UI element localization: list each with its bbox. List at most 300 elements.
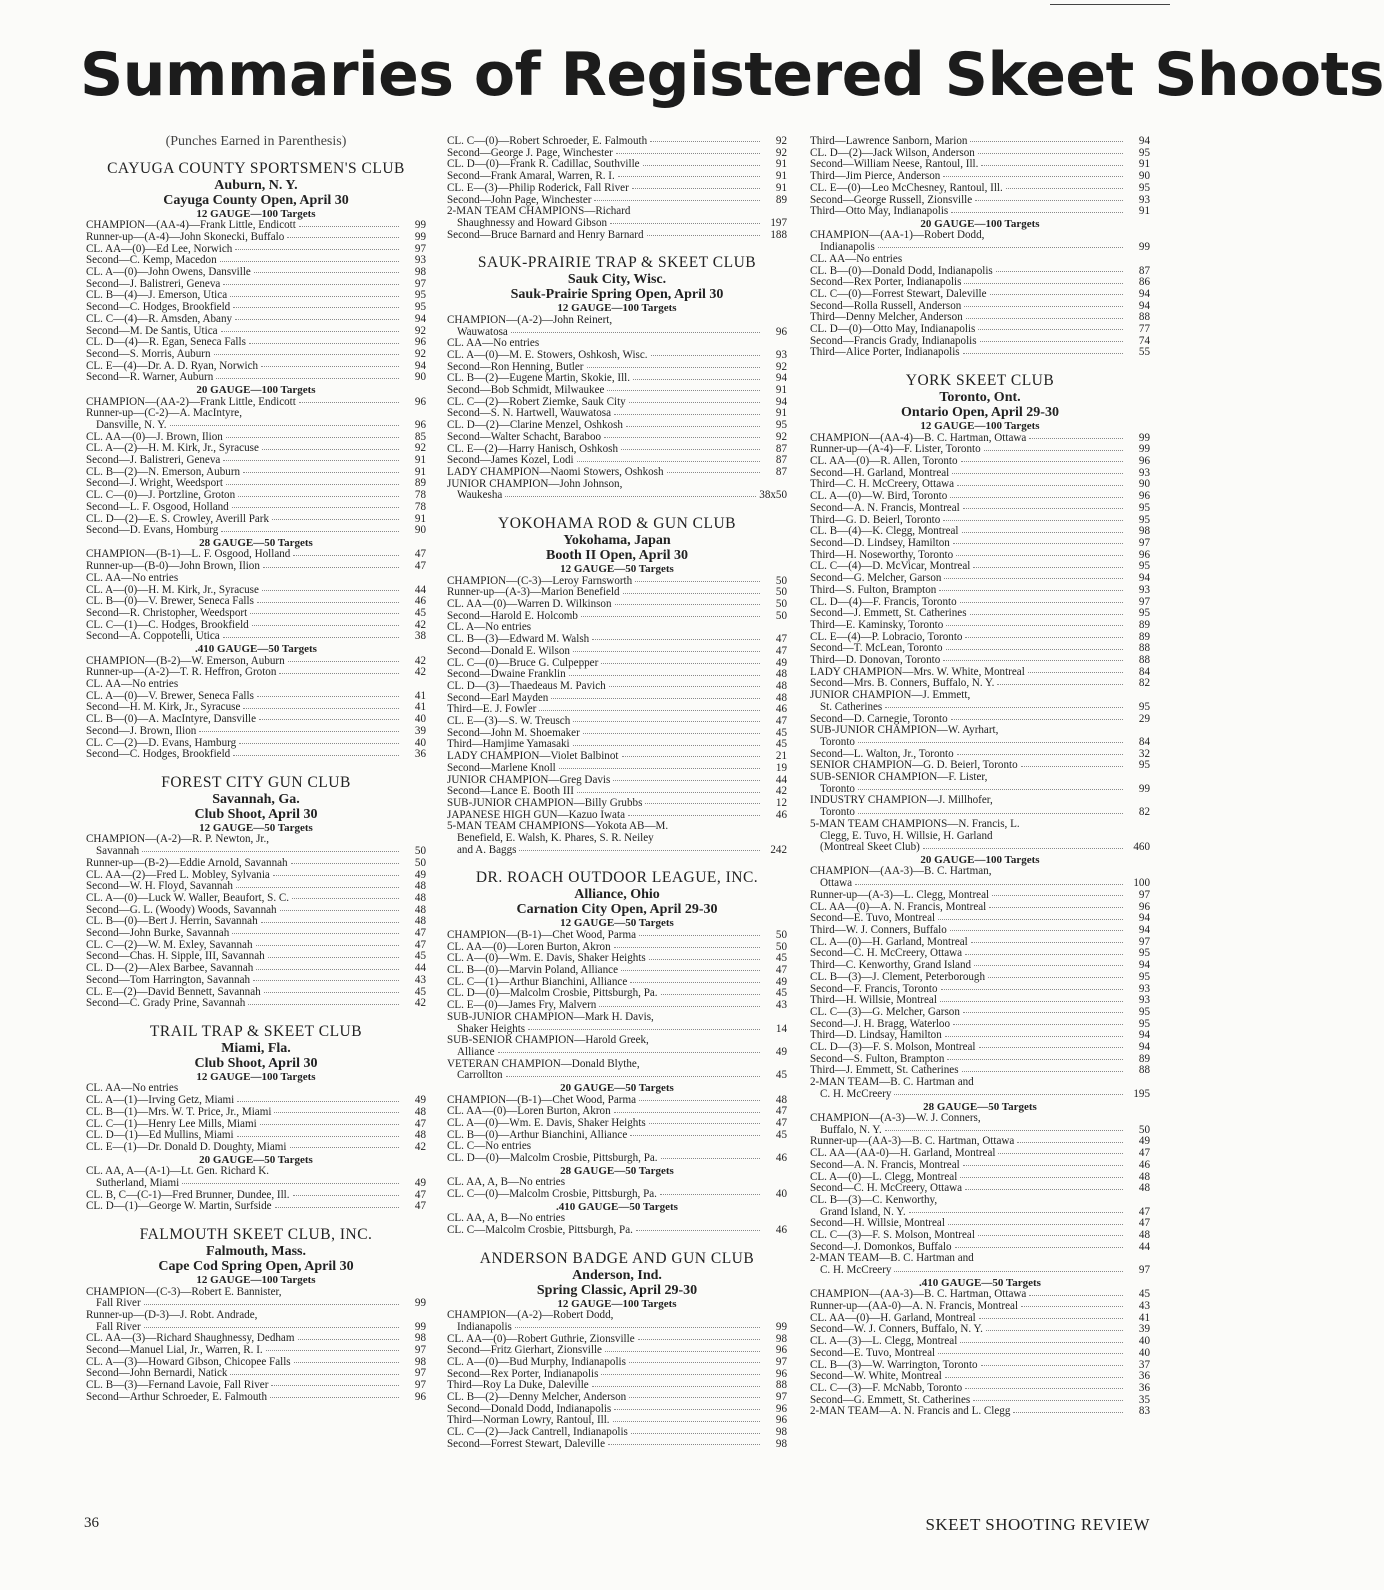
result-score: 188 <box>770 228 787 241</box>
result-score: 47 <box>414 938 426 951</box>
result-text: CL. AA—(0)—A. N. Francis, Montreal <box>810 900 987 913</box>
result-score: 94 <box>1138 572 1150 585</box>
result-score: 242 <box>770 843 787 856</box>
result-score: 95 <box>1138 970 1150 983</box>
result-text: Second—J. Wright, Weedsport <box>86 477 223 490</box>
result-score: 98 <box>775 1437 787 1450</box>
dot-leader <box>964 306 1123 307</box>
club-location: Alliance, Ohio <box>574 887 660 903</box>
result-score: 50 <box>414 845 426 858</box>
result-score: 36 <box>1138 1382 1150 1394</box>
result-text: Second—John Burke, Savannah <box>86 927 230 940</box>
dot-leader <box>274 1112 399 1113</box>
dot-leader <box>629 1397 760 1398</box>
result-score: 96 <box>775 325 787 338</box>
dot-leader <box>230 1374 399 1375</box>
result-text: Dansville, N. Y. <box>96 418 167 431</box>
result-score: 50 <box>775 574 787 587</box>
result-text: CL. AA—(0)—Loren Burton, Akron <box>447 940 611 953</box>
result-text: CL. AA—No entries <box>447 337 540 350</box>
result-text: CL. AA—(0)—Loren Burton, Akron <box>447 1105 611 1118</box>
dot-leader <box>262 449 399 450</box>
dot-leader <box>221 331 399 332</box>
dot-leader <box>238 496 399 497</box>
result-score: 97 <box>775 1355 787 1368</box>
result-text: CL. AA—(0)—R. Allen, Toronto <box>810 455 958 468</box>
dot-leader <box>956 555 1123 556</box>
result-text: Third—Denny Melcher, Anderson <box>810 311 963 324</box>
result-score: 12 <box>775 796 787 809</box>
result-score: 97 <box>414 242 426 255</box>
result-row <box>447 681 787 693</box>
result-score: 460 <box>1133 841 1150 854</box>
result-text: CL. D—(2)—Clarine Menzel, Oshkosh <box>447 419 623 432</box>
result-text: CL. A—(0)—H. M. Kirk, Jr., Syracuse <box>86 583 259 596</box>
result-row <box>810 1160 1150 1172</box>
result-text: CL. A—(0)—Wm. E. Davis, Shaker Heights <box>447 1117 646 1129</box>
result-text: Toronto <box>820 782 855 795</box>
result-score: 91 <box>775 170 787 183</box>
event-title: 20 GAUGE—100 Targets <box>196 384 316 397</box>
dot-leader <box>973 567 1123 568</box>
dot-leader <box>230 296 399 297</box>
result-row <box>447 385 787 397</box>
result-score: 44 <box>1138 1240 1150 1253</box>
dot-leader <box>233 755 399 756</box>
result-score: 48 <box>1138 1170 1150 1183</box>
result-text: CHAMPION—(A-2)—R. P. Newton, Jr., <box>86 833 270 846</box>
dot-leader <box>551 698 760 699</box>
dot-leader <box>660 1194 760 1195</box>
result-text: (Montreal Skeet Club) <box>820 841 920 854</box>
result-text: Third—Otto May, Indianapolis <box>810 205 949 218</box>
dot-leader <box>249 343 399 344</box>
result-score: 92 <box>414 347 426 360</box>
result-text: Wauwatosa <box>457 325 508 338</box>
result-text: Runner-up—(AA-0)—A. N. Francis, Montreal <box>810 1300 1019 1313</box>
result-row <box>447 845 787 857</box>
dot-leader <box>223 460 399 461</box>
result-score: 98 <box>775 1426 787 1439</box>
dot-leader <box>957 754 1123 755</box>
result-text: JUNIOR CHAMPION—Greg Davis <box>447 773 611 786</box>
club-section <box>86 761 426 1010</box>
column-3 <box>810 136 1150 1418</box>
dot-leader <box>235 319 399 320</box>
result-text: CL. E—(0)—James Fry, Malvern <box>447 999 597 1012</box>
dot-leader <box>299 402 399 403</box>
dot-leader <box>573 721 760 722</box>
dot-leader <box>142 851 399 852</box>
dot-leader <box>272 519 399 520</box>
result-score: 50 <box>414 856 426 869</box>
section-spacer <box>86 761 426 771</box>
result-row <box>86 1392 426 1404</box>
dot-leader <box>256 969 399 970</box>
dot-leader <box>1028 672 1123 673</box>
result-text: Second—William Neese, Rantoul, Ill. <box>810 158 979 171</box>
result-row <box>810 890 1150 902</box>
result-score: 94 <box>775 372 787 385</box>
dot-leader <box>952 473 1123 474</box>
result-text: Second—George Russell, Zionsville <box>810 193 973 206</box>
result-text: SUB-JUNIOR CHAMPION—Billy Grubbs <box>447 796 643 809</box>
result-row <box>86 975 426 987</box>
dot-leader <box>226 484 399 485</box>
event-title: 12 GAUGE—100 Targets <box>196 207 316 220</box>
club-section <box>447 502 787 856</box>
result-score: 49 <box>414 1176 426 1189</box>
result-text: Second—M. De Santis, Utica <box>86 324 218 337</box>
result-text: Second—James Kozel, Lodi <box>447 454 574 467</box>
result-score: 99 <box>414 230 426 243</box>
result-text: Second—D. Evans, Homburg <box>86 524 219 537</box>
event-title: 12 GAUGE—100 Targets <box>557 302 677 315</box>
dot-leader <box>622 756 761 757</box>
event-title: .410 GAUGE—50 Targets <box>919 1276 1041 1289</box>
result-score: 42 <box>414 997 426 1010</box>
dot-leader <box>616 153 760 154</box>
result-score: 45 <box>775 987 787 1000</box>
result-score: 96 <box>414 1390 426 1403</box>
dot-leader <box>629 402 760 403</box>
result-text: CL. C—(2)—Jack Cantrell, Indianapolis <box>447 1426 628 1439</box>
result-row <box>810 347 1150 359</box>
dot-leader <box>909 1212 1123 1213</box>
result-text: CL. A—(1)—Irving Getz, Miami <box>86 1094 235 1107</box>
result-score: 48 <box>775 1093 787 1106</box>
dot-leader <box>944 578 1123 579</box>
result-score: 197 <box>770 216 787 229</box>
result-row <box>86 631 426 643</box>
club-location: Sauk City, Wisc. <box>567 272 667 288</box>
result-score: 96 <box>414 418 426 431</box>
dot-leader <box>858 789 1123 790</box>
shoot-title: Booth II Open, April 30 <box>546 548 688 564</box>
club-location: Falmouth, Mass. <box>206 1244 306 1260</box>
result-score: 46 <box>775 808 787 821</box>
dot-leader <box>894 1271 1123 1272</box>
club-name: TRAIL TRAP & SKEET CLUB <box>149 1022 363 1040</box>
result-score: 50 <box>1138 1123 1150 1136</box>
result-text: Second—C. H. McCreery, Ottawa <box>810 947 963 960</box>
result-text: Third—Lawrence Sanborn, Marion <box>810 135 968 147</box>
result-text: CL. E—(4)—P. Lobracio, Toronto <box>810 630 963 643</box>
result-text: Second—John Bernardi, Natick <box>86 1367 228 1380</box>
result-score: 88 <box>1138 311 1150 324</box>
result-row <box>810 842 1150 854</box>
result-text: CL. E—(3)—Philip Roderick, Fall River <box>447 181 629 194</box>
dot-leader <box>962 1071 1123 1072</box>
result-score: 89 <box>1138 1052 1150 1065</box>
dot-leader <box>951 719 1123 720</box>
result-text: Waukesha <box>457 489 503 502</box>
result-score: 46 <box>775 703 787 716</box>
result-text: CL. C—(3)—F. McNabb, Toronto <box>810 1382 963 1394</box>
dot-leader <box>273 875 399 876</box>
result-text: Second—Rex Porter, Indianapolis <box>810 276 962 289</box>
result-text: Second—Donald E. Wilson <box>447 644 570 657</box>
event-title: 20 GAUGE—50 Targets <box>199 1153 313 1166</box>
result-score: 94 <box>1138 959 1150 972</box>
result-score: 96 <box>1138 490 1150 503</box>
result-text: CL. B—(4)—J. Emerson, Utica <box>86 289 228 302</box>
result-score: 41 <box>414 689 426 702</box>
result-score: 74 <box>1138 334 1150 347</box>
result-text: CHAMPION—(B-1)—L. F. Osgood, Holland <box>86 548 291 561</box>
result-text: Runner-up—(A-2)—T. R. Heffron, Groton <box>86 666 277 679</box>
result-text: CL. B—(2)—Denny Melcher, Anderson <box>447 1391 627 1404</box>
result-row <box>447 1392 787 1404</box>
result-score: 43 <box>414 973 426 986</box>
result-text: CL. D—(0)—Otto May, Indianapolis <box>810 323 976 336</box>
result-score: 40 <box>414 713 426 726</box>
result-score: 96 <box>414 336 426 349</box>
dot-leader <box>633 379 760 380</box>
result-row <box>86 314 426 326</box>
result-score: 93 <box>1138 982 1150 995</box>
club-section <box>447 856 787 1236</box>
event-title: 28 GAUGE—50 Targets <box>923 1100 1037 1113</box>
result-score: 48 <box>775 691 787 704</box>
event-title: 20 GAUGE—100 Targets <box>920 217 1040 230</box>
shoot-title: Club Shoot, April 30 <box>194 806 318 822</box>
dot-leader <box>649 1123 760 1124</box>
result-text: C. H. McCreery <box>820 1087 892 1100</box>
dot-leader <box>950 930 1123 931</box>
result-text: Runner-up—(B-2)—Eddie Arnold, Savannah <box>86 856 288 869</box>
result-text: CL. B—(3)—Fernand Lavoie, Fall River <box>86 1379 269 1392</box>
dot-leader <box>965 954 1123 955</box>
dot-leader <box>980 341 1123 342</box>
result-score: 90 <box>1138 170 1150 183</box>
dot-leader <box>645 803 760 804</box>
result-score: 40 <box>775 1188 787 1201</box>
result-score: 89 <box>1138 618 1150 631</box>
result-row <box>447 1153 787 1165</box>
result-text: CL. B—(0)—V. Brewer, Seneca Falls <box>86 595 254 608</box>
result-text: Second—H. Garland, Montreal <box>810 466 950 479</box>
dot-leader <box>581 616 760 617</box>
result-score: 19 <box>775 761 787 774</box>
dot-leader <box>635 581 760 582</box>
result-text: Second—J. Emmett, St. Catherines <box>810 607 967 620</box>
result-text: Grand Island, N. Y. <box>820 1205 906 1218</box>
result-row <box>447 833 787 845</box>
dot-leader <box>989 907 1123 908</box>
result-text: Carrollton <box>457 1069 503 1082</box>
result-row <box>810 702 1150 714</box>
result-text: Second—C. Hodges, Brookfield <box>86 748 231 761</box>
result-text: Second—C. Grady Prine, Savannah <box>86 997 246 1010</box>
result-text: CHAMPION—(B-1)—Chet Wood, Parma <box>447 1093 637 1106</box>
dot-leader <box>939 590 1123 591</box>
result-text: Second—A. N. Francis, Montreal <box>810 1158 960 1171</box>
result-text: Second—C. Hodges, Brookfield <box>86 301 231 314</box>
dot-leader <box>953 1024 1123 1025</box>
result-text: CL. AA, A, B—No entries <box>447 1212 566 1225</box>
dot-leader <box>599 1006 760 1007</box>
dot-leader <box>601 663 760 664</box>
result-score: 99 <box>1138 443 1150 456</box>
result-text: Second—J. Balistreri, Geneva <box>86 454 221 467</box>
result-text: CL. A—(3)—Howard Gibson, Chicopee Falls <box>86 1355 291 1368</box>
result-score: 45 <box>775 952 787 965</box>
result-score: 47 <box>414 548 426 561</box>
result-score: 48 <box>414 891 426 904</box>
result-score: 55 <box>1138 346 1150 359</box>
result-row <box>86 455 426 467</box>
dot-leader <box>647 235 760 236</box>
result-score: 46 <box>414 595 426 608</box>
result-text: CL. D—(4)—R. Egan, Seneca Falls <box>86 336 246 349</box>
club-name: YOKOHAMA ROD & GUN CLUB <box>498 515 736 533</box>
dot-leader <box>220 261 399 262</box>
club-name: FALMOUTH SKEET CLUB, INC. <box>139 1226 373 1244</box>
result-score: 38 <box>414 630 426 643</box>
result-row <box>810 585 1150 597</box>
result-score: 48 <box>414 915 426 928</box>
result-score: 47 <box>414 1188 426 1201</box>
result-text: INDUSTRY CHAMPION—J. Millhofer, <box>810 794 993 807</box>
dot-leader <box>260 1124 399 1125</box>
punches-note: (Punches Earned in Parenthesis) <box>165 134 347 149</box>
result-text: Indianapolis <box>457 1320 512 1333</box>
dot-leader <box>945 1377 1123 1378</box>
result-text: Second—A. Coppotelli, Utica <box>86 630 220 643</box>
result-text: CL. D—(2)—E. S. Crowley, Averill Park <box>86 512 270 525</box>
result-text: Buffalo, N. Y. <box>820 1123 882 1136</box>
result-score: 49 <box>1138 1135 1150 1148</box>
dot-leader <box>955 1247 1123 1248</box>
result-text: CL. D—(0)—Frank R. Cadillac, Southville <box>447 158 640 171</box>
result-text: Runner-up—(D-3)—J. Robt. Andrade, <box>86 1308 258 1321</box>
dot-leader <box>943 520 1123 521</box>
result-score: 91 <box>775 407 787 420</box>
result-score: 92 <box>775 360 787 373</box>
result-row <box>810 972 1150 984</box>
result-text: CL. B—(1)—Mrs. W. T. Price, Jr., Miami <box>86 1105 272 1118</box>
dot-leader <box>262 590 399 591</box>
result-text: Second—Fritz Gierhart, Zionsville <box>447 1344 602 1357</box>
dot-leader <box>592 639 760 640</box>
result-text: CL. E—(3)—S. W. Treusch <box>447 715 571 728</box>
result-score: 93 <box>1138 193 1150 206</box>
result-text: 2-MAN TEAM—B. C. Hartman and <box>810 1076 974 1089</box>
result-text: Runner-up—(A-3)—Marion Benefield <box>447 586 620 599</box>
result-row <box>810 1348 1150 1360</box>
result-text: CL. C—(0)—Robert Schroeder, E. Falmouth <box>447 135 648 147</box>
result-score: 91 <box>775 181 787 194</box>
result-row <box>810 1265 1150 1277</box>
result-text: C. H. McCreery <box>820 1264 892 1277</box>
result-text: CL. AA—(AA-0)—H. Garland, Montreal <box>810 1147 996 1160</box>
result-score: 47 <box>775 1105 787 1118</box>
shoot-title: Club Shoot, April 30 <box>194 1055 318 1071</box>
dot-leader <box>950 497 1123 498</box>
result-score: 97 <box>414 277 426 290</box>
result-score: 45 <box>775 1128 787 1141</box>
result-text: CL. C—(2)—Robert Ziemke, Sauk City <box>447 395 626 408</box>
result-score: 95 <box>1138 1005 1150 1018</box>
dot-leader <box>975 200 1123 201</box>
result-text: 2-MAN TEAM—B. C. Hartman and <box>810 1252 974 1265</box>
result-score: 91 <box>414 465 426 478</box>
shoot-title: Ontario Open, April 29-30 <box>901 405 1059 421</box>
club-location: Anderson, Ind. <box>572 1267 662 1283</box>
result-text: CL. A—(0)—Luck W. Waller, Beaufort, S. C. <box>86 891 290 904</box>
result-score: 92 <box>414 324 426 337</box>
result-text: and A. Baggs <box>457 843 517 856</box>
result-score: 50 <box>775 597 787 610</box>
result-text: CL. E—(0)—Leo McChesney, Rantoul, Ill. <box>810 181 1003 194</box>
club-location: Toronto, Ont. <box>939 390 1021 406</box>
dot-leader <box>577 792 760 793</box>
result-text: Sutherland, Miami <box>96 1176 180 1189</box>
result-score: 87 <box>1138 264 1150 277</box>
result-score: 96 <box>775 1367 787 1380</box>
result-score: 95 <box>414 289 426 302</box>
result-score: 29 <box>1138 712 1150 725</box>
result-text: Second—J. H. Bragg, Waterloo <box>810 1017 951 1030</box>
result-score: 40 <box>1138 1335 1150 1348</box>
result-text: CL. C—(0)—J. Portzline, Groton <box>86 489 236 502</box>
dot-leader <box>577 461 760 462</box>
page-title: Summaries of Registered Skeet Shoots <box>80 40 1384 110</box>
result-text: Second—R. Christopher, Weedsport <box>86 607 248 619</box>
result-text: JUNIOR CHAMPION—John Johnson, <box>447 477 623 490</box>
dot-leader <box>963 508 1123 509</box>
dot-leader <box>253 980 399 981</box>
result-text: Second—C. H. McCreery, Ottawa <box>810 1182 963 1195</box>
result-row <box>447 716 787 728</box>
dot-leader <box>275 1207 399 1208</box>
result-text: Third—W. J. Conners, Buffalo <box>810 923 947 936</box>
result-score: 42 <box>414 1141 426 1153</box>
result-text: St. Catherines <box>820 700 883 713</box>
result-text: Second—Forrest Stewart, Daleville <box>447 1437 606 1450</box>
result-score: 48 <box>414 1129 426 1142</box>
result-text: CHAMPION—(AA-4)—B. C. Hartman, Ottawa <box>810 431 1027 444</box>
result-text: Runner-up—(AA-3)—B. C. Hartman, Ottawa <box>810 1135 1015 1148</box>
result-score: 43 <box>775 999 787 1012</box>
result-text: Second—E. Tuvo, Montreal <box>810 1346 936 1359</box>
result-text: Third—J. Emmett, St. Catherines <box>810 1064 959 1077</box>
dot-leader <box>232 933 399 934</box>
dot-leader <box>601 1374 760 1375</box>
result-score: 97 <box>414 1367 426 1380</box>
result-text: SUB-SENIOR CHAMPION—Harold Greek, <box>447 1034 649 1047</box>
dot-leader <box>614 1112 760 1113</box>
result-text: Second—F. Francis, Toronto <box>810 982 938 995</box>
result-row <box>86 1201 426 1213</box>
result-score: 96 <box>1138 900 1150 913</box>
result-text: Second—C. Kemp, Macedon <box>86 254 217 267</box>
result-score: 88 <box>1138 642 1150 655</box>
result-text: Second—G. Melcher, Garson <box>810 572 942 585</box>
result-row <box>447 230 787 242</box>
section-spacer <box>86 1213 426 1223</box>
result-text: Second—Earl Mayden <box>447 691 549 704</box>
event-title: .410 GAUGE—50 Targets <box>556 1200 678 1213</box>
dot-leader <box>559 768 760 769</box>
result-score: 98 <box>775 1332 787 1345</box>
result-text: CL. B—(0)—Arthur Bianchini, Alliance <box>447 1128 628 1141</box>
result-text: CL. AA—(3)—Richard Shaughnessy, Dedham <box>86 1332 295 1345</box>
result-text: JAPANESE HIGH GUN—Kazuo Iwata <box>447 808 625 821</box>
dot-leader <box>243 472 399 473</box>
dot-leader <box>981 1365 1123 1366</box>
